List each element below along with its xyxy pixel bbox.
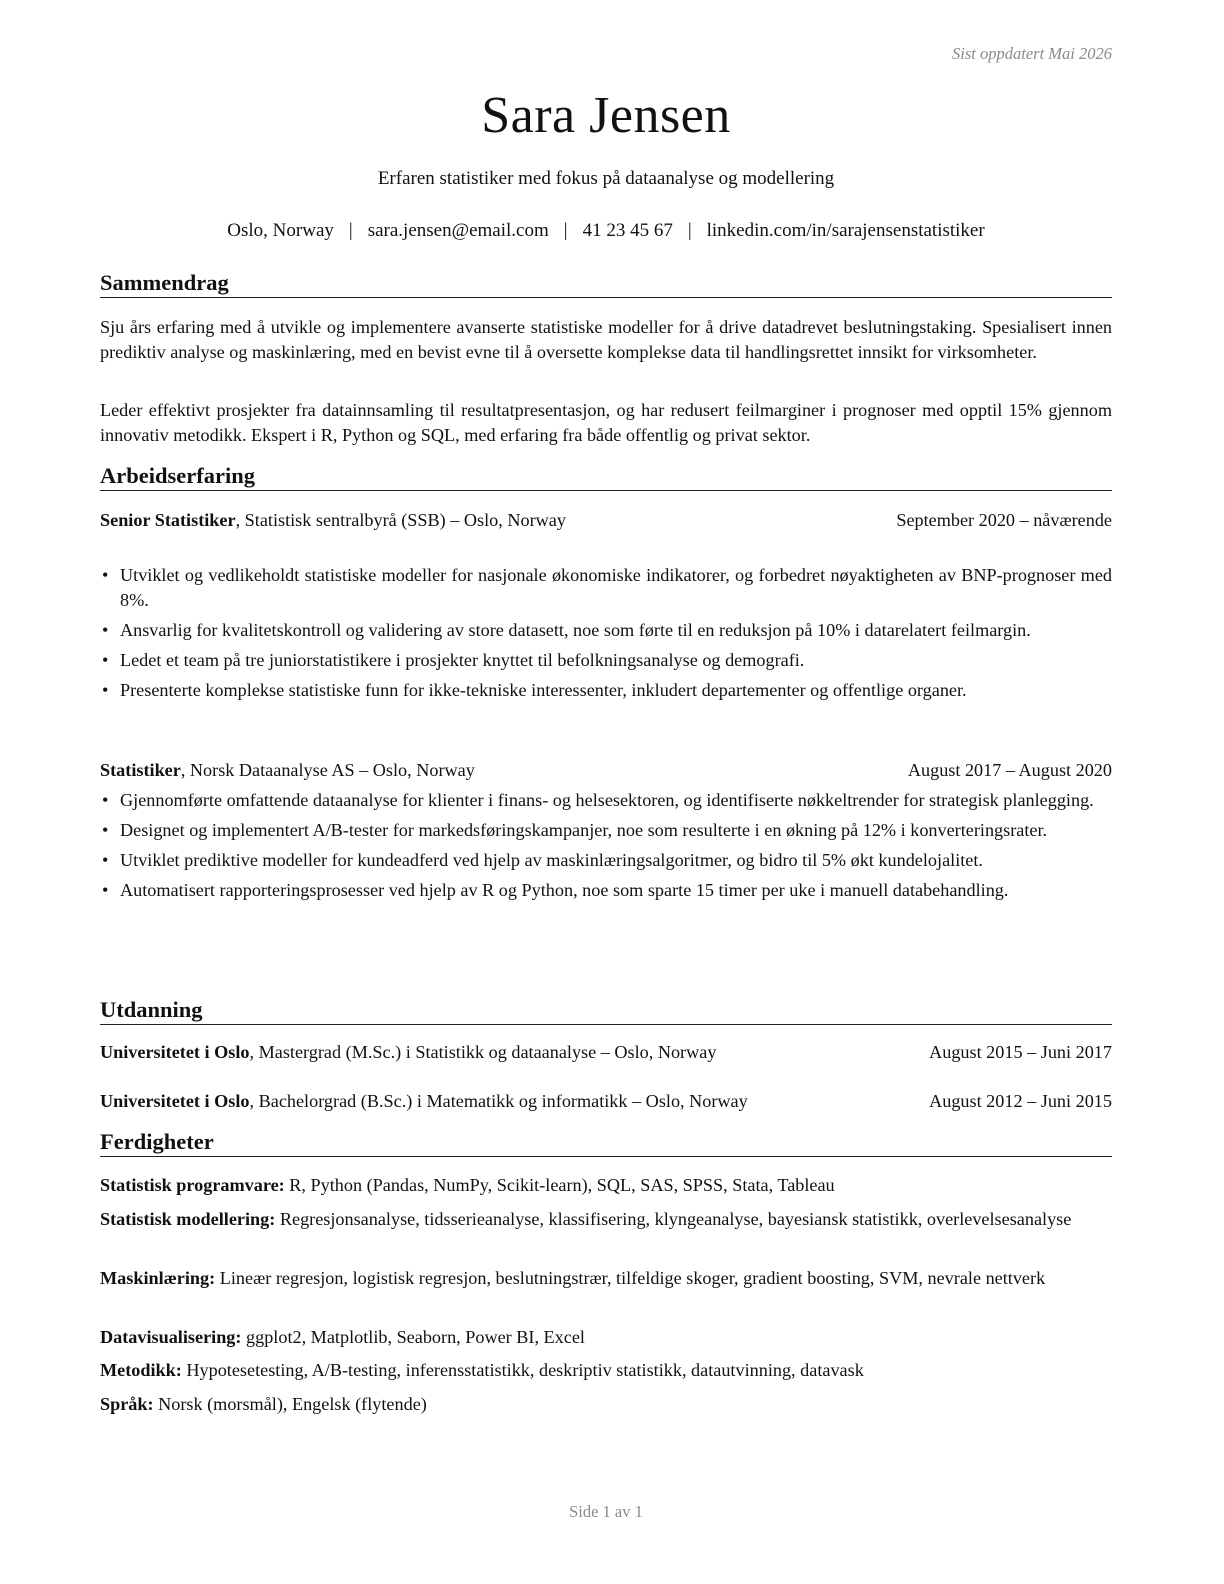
education-dates: August 2012 – Juni 2015	[929, 1091, 1112, 1111]
skill-row	[100, 1325, 1112, 1350]
job-dates: September 2020 – nåværende	[896, 510, 1112, 530]
education-dates: August 2015 – Juni 2017	[929, 1042, 1112, 1062]
bullet-icon: •	[102, 650, 109, 670]
list-item: • Utviklet prediktive modeller for kundeadferd ved hjelp av maskinlæringsalgoritmer, og bidro til 5% økt kundelojalitet.	[100, 848, 1112, 873]
summary-paragraph: Leder effektivt prosjekter fra datainnsamling til resultatpresentasjon, og har redusert feilmarginer i prognoser med opptil 15% gjennom innovativ metodikk. Ekspert i R, Python og SQL, med erfaring fra både offentlig og privat sektor.	[100, 400, 1112, 445]
skill-row	[100, 1358, 1112, 1383]
list-item: • Presenterte komplekse statistiske funn for ikke-tekniske interessenter, inkludert departementer og offentlige organer.	[100, 678, 1112, 703]
job-employer: , Norsk Dataanalyse AS – Oslo, Norway	[180, 760, 475, 780]
bullet-icon: •	[102, 565, 109, 585]
job-role: Statistiker	[100, 760, 181, 780]
skill-value: Lineær regresjon, logistisk regresjon, beslutningstrær, tilfeldige skoger, gradient boosting, SVM, nevrale nettverk	[215, 1268, 1046, 1288]
list-item: • Automatisert rapporteringsprosesser ved hjelp av R og Python, noe som sparte 15 timer per uke i manuell databehandling.	[100, 878, 1112, 903]
education-detail: , Mastergrad (M.Sc.) i Statistikk og dataanalyse – Oslo, Norway	[249, 1042, 717, 1062]
contact-phone: 41 23 45 67	[582, 220, 673, 241]
contact-separator: |	[348, 220, 353, 241]
section-title-experience: Arbeidserfaring	[100, 463, 1112, 491]
skill-label: Datavisualisering:	[100, 1327, 242, 1347]
job-role: Senior Statistiker	[100, 510, 236, 530]
skill-label: Statistisk modellering:	[100, 1209, 276, 1229]
skill-value: Regresjonsanalyse, tidsserieanalyse, klassifisering, klyngeanalyse, bayesiansk statistikk, overlevelsesanalyse	[275, 1209, 1072, 1229]
section-title-skills: Ferdigheter	[100, 1129, 1112, 1157]
candidate-name: Sara Jensen	[481, 87, 731, 144]
skill-row	[100, 1266, 1112, 1291]
list-item: • Gjennomførte omfattende dataanalyse for klienter i finans- og helsesektoren, og identifiserte nøkkeltrender for strategisk planlegging.	[100, 788, 1112, 813]
skill-label: Språk:	[100, 1394, 154, 1414]
summary-paragraph: Sju års erfaring med å utvikle og implementere avanserte statistiske modeller for å drive datadrevet beslutningstaking. Spesialisert innen prediktiv analyse og maskinlæring, med en bevist evne til å oversette komplekse data til handlingsrettet innsikt for virksomheter.	[100, 317, 1112, 362]
list-item: • Ledet et team på tre juniorstatistikere i prosjekter knyttet til befolkningsanalyse og demografi.	[100, 648, 1112, 673]
education-school: Universitetet i Oslo	[100, 1091, 250, 1111]
skill-label: Maskinlæring:	[100, 1268, 216, 1288]
contact-linkedin[interactable]: linkedin.com/in/sarajensenstatistiker	[706, 220, 985, 241]
list-item: • Designet og implementert A/B-tester for markedsføringskampanjer, noe som resulterte i en økning på 12% i konverteringsrater.	[100, 818, 1112, 843]
job-dates: August 2017 – August 2020	[907, 760, 1112, 780]
last-updated: Sist oppdatert Mai 2026	[952, 44, 1112, 63]
contact-separator: |	[563, 220, 568, 241]
skill-row	[100, 1173, 1112, 1198]
contact-location: Oslo, Norway	[227, 220, 334, 241]
list-item: • Utviklet og vedlikeholdt statistiske modeller for nasjonale økonomiske indikatorer, og forbedret nøyaktigheten av BNP-prognoser med 8%.	[102, 565, 1112, 610]
job-bullets	[100, 788, 1112, 908]
resume-page	[100, 0, 1112, 1584]
skill-value: Hypotesetesting, A/B-testing, inferensstatistikk, deskriptiv statistikk, datautvinning, datavask	[181, 1360, 864, 1380]
skill-label: Statistisk programvare:	[100, 1175, 285, 1195]
job-header	[100, 508, 1112, 533]
skill-label: Metodikk:	[100, 1360, 182, 1380]
skill-row	[100, 1207, 1112, 1232]
bullet-icon: •	[102, 850, 109, 870]
bullet-icon: •	[102, 790, 109, 810]
skill-value: ggplot2, Matplotlib, Seaborn, Power BI, Excel	[241, 1327, 585, 1347]
contact-separator: |	[687, 220, 692, 241]
skill-row	[100, 1392, 1112, 1417]
list-item: • Ansvarlig for kvalitetskontroll og validering av store datasett, noe som førte til en reduksjon på 10% i datarelatert feilmargin.	[100, 618, 1112, 643]
education-item	[100, 1040, 1112, 1065]
bullet-icon: •	[102, 680, 109, 700]
skill-value: Norsk (morsmål), Engelsk (flytende)	[153, 1394, 427, 1414]
bullet-icon: •	[102, 820, 109, 840]
job-bullets	[100, 563, 1112, 708]
section-title-summary: Sammendrag	[100, 270, 1112, 298]
contact-email[interactable]: sara.jensen@email.com	[367, 220, 549, 241]
job-header	[100, 758, 1112, 783]
section-title-education: Utdanning	[100, 997, 1112, 1025]
education-school: Universitetet i Oslo	[100, 1042, 250, 1062]
bullet-icon: •	[102, 880, 109, 900]
job-employer: , Statistisk sentralbyrå (SSB) – Oslo, Norway	[235, 510, 566, 530]
headline: Erfaren statistiker med fokus på dataanalyse og modellering	[377, 168, 835, 189]
education-detail: , Bachelorgrad (B.Sc.) i Matematikk og informatikk – Oslo, Norway	[249, 1091, 748, 1111]
education-item	[100, 1089, 1112, 1114]
skill-value: R, Python (Pandas, NumPy, Scikit-learn), SQL, SAS, SPSS, Stata, Tableau	[284, 1175, 835, 1195]
bullet-icon: •	[102, 620, 109, 640]
contact-line	[100, 220, 1112, 242]
page-number: Side 1 av 1	[569, 1502, 643, 1521]
